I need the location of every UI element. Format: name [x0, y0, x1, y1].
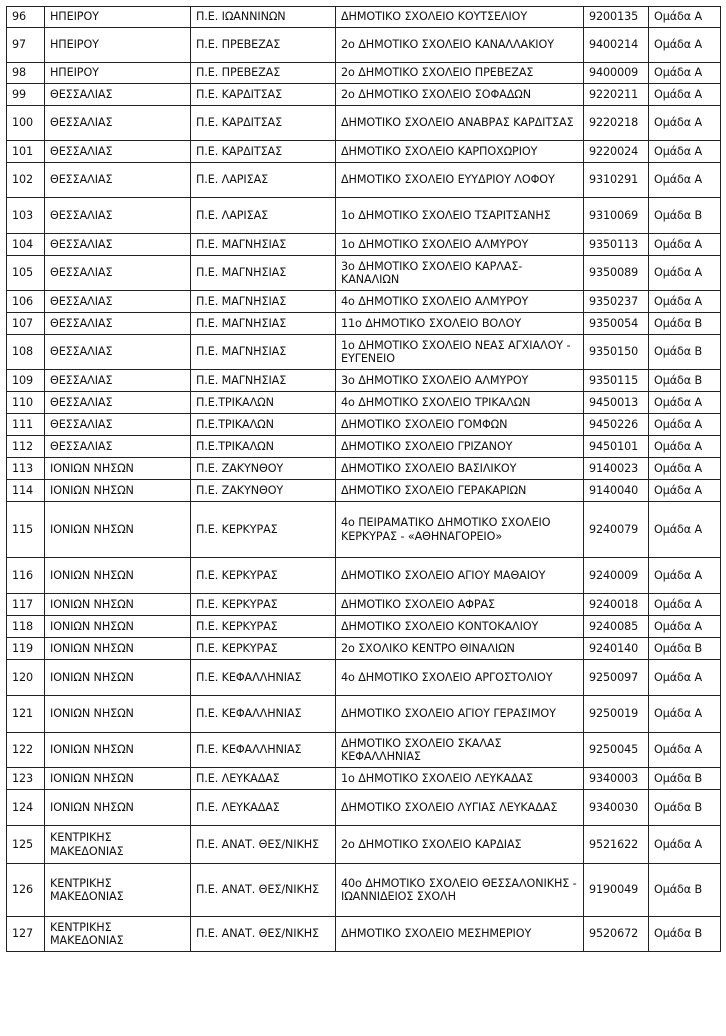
group-cell: Ομάδα Β [649, 864, 721, 917]
school-code-cell: 9240085 [584, 616, 649, 638]
school-name-cell: ΔΗΜΟΤΙΚΟ ΣΧΟΛΕΙΟ ΓΕΡΑΚΑΡΙΩΝ [336, 480, 584, 502]
group-cell: Ομάδα Α [649, 163, 721, 198]
school-name-cell: ΔΗΜΟΤΙΚΟ ΣΧΟΛΕΙΟ ΑΦΡΑΣ [336, 594, 584, 616]
department-cell: Π.Ε. ΚΕΡΚΥΡΑΣ [191, 502, 336, 558]
school-name-cell: ΔΗΜΟΤΙΚΟ ΣΧΟΛΕΙΟ ΚΟΝΤΟΚΑΛΙΟΥ [336, 616, 584, 638]
table-row [7, 436, 721, 458]
table-row [7, 790, 721, 826]
region-cell: ΗΠΕΙΡΟΥ [45, 28, 191, 63]
school-name-cell: 2ο ΔΗΜΟΤΙΚΟ ΣΧΟΛΕΙΟ ΠΡΕΒΕΖΑΣ [336, 63, 584, 84]
group-cell: Ομάδα Α [649, 733, 721, 768]
row-number: 108 [7, 335, 45, 370]
group-cell: Ομάδα Α [649, 141, 721, 163]
group-cell: Ομάδα Α [649, 106, 721, 141]
group-cell: Ομάδα Α [649, 436, 721, 458]
group-cell: Ομάδα Α [649, 84, 721, 106]
group-cell: Ομάδα Α [649, 502, 721, 558]
group-cell: Ομάδα Β [649, 768, 721, 790]
schools-table [6, 6, 721, 952]
row-number: 99 [7, 84, 45, 106]
row-number: 98 [7, 63, 45, 84]
table-row [7, 638, 721, 660]
row-number: 97 [7, 28, 45, 63]
group-cell: Ομάδα Β [649, 790, 721, 826]
school-code-cell: 9340003 [584, 768, 649, 790]
school-name-cell: ΔΗΜΟΤΙΚΟ ΣΧΟΛΕΙΟ ΑΓΙΟΥ ΓΕΡΑΣΙΜΟΥ [336, 696, 584, 733]
school-code-cell: 9350113 [584, 234, 649, 256]
table-row [7, 234, 721, 256]
table-row [7, 480, 721, 502]
table-row [7, 660, 721, 696]
table-row [7, 335, 721, 370]
school-code-cell: 9520672 [584, 917, 649, 952]
region-cell: ΘΕΣΣΑΛΙΑΣ [45, 392, 191, 414]
school-code-cell: 9200135 [584, 7, 649, 28]
department-cell: Π.Ε. ΑΝΑΤ. ΘΕΣ/ΝΙΚΗΣ [191, 826, 336, 864]
group-cell: Ομάδα Α [649, 458, 721, 480]
schools-table-body [7, 7, 721, 952]
table-row [7, 370, 721, 392]
row-number: 116 [7, 558, 45, 594]
table-row [7, 826, 721, 864]
row-number: 107 [7, 313, 45, 335]
school-code-cell: 9240079 [584, 502, 649, 558]
school-name-cell: 4ο ΔΗΜΟΤΙΚΟ ΣΧΟΛΕΙΟ ΑΡΓΟΣΤΟΛΙΟΥ [336, 660, 584, 696]
school-code-cell: 9220024 [584, 141, 649, 163]
region-cell: ΘΕΣΣΑΛΙΑΣ [45, 106, 191, 141]
group-cell: Ομάδα Α [649, 826, 721, 864]
row-number: 122 [7, 733, 45, 768]
table-row [7, 7, 721, 28]
region-cell: ΙΟΝΙΩΝ ΝΗΣΩΝ [45, 616, 191, 638]
table-row [7, 291, 721, 313]
school-code-cell: 9250045 [584, 733, 649, 768]
table-row [7, 616, 721, 638]
region-cell: ΙΟΝΙΩΝ ΝΗΣΩΝ [45, 480, 191, 502]
row-number: 118 [7, 616, 45, 638]
department-cell: Π.Ε. ΜΑΓΝΗΣΙΑΣ [191, 256, 336, 291]
region-cell: ΙΟΝΙΩΝ ΝΗΣΩΝ [45, 558, 191, 594]
department-cell: Π.Ε. ΚΕΦΑΛΛΗΝΙΑΣ [191, 660, 336, 696]
department-cell: Π.Ε. ΖΑΚΥΝΘΟΥ [191, 480, 336, 502]
school-name-cell: ΔΗΜΟΤΙΚΟ ΣΧΟΛΕΙΟ ΑΓΙΟΥ ΜΑΘΑΙΟΥ [336, 558, 584, 594]
department-cell: Π.Ε. ΚΑΡΔΙΤΣΑΣ [191, 141, 336, 163]
group-cell: Ομάδα Α [649, 696, 721, 733]
row-number: 101 [7, 141, 45, 163]
school-code-cell: 9400214 [584, 28, 649, 63]
school-code-cell: 9450101 [584, 436, 649, 458]
school-name-cell: ΔΗΜΟΤΙΚΟ ΣΧΟΛΕΙΟ ΑΝΑΒΡΑΣ ΚΑΡΔΙΤΣΑΣ [336, 106, 584, 141]
row-number: 102 [7, 163, 45, 198]
region-cell: ΗΠΕΙΡΟΥ [45, 7, 191, 28]
region-cell: ΙΟΝΙΩΝ ΝΗΣΩΝ [45, 733, 191, 768]
row-number: 119 [7, 638, 45, 660]
region-cell: ΘΕΣΣΑΛΙΑΣ [45, 84, 191, 106]
school-code-cell: 9220218 [584, 106, 649, 141]
department-cell: Π.Ε. ΚΕΦΑΛΛΗΝΙΑΣ [191, 696, 336, 733]
row-number: 112 [7, 436, 45, 458]
school-code-cell: 9240140 [584, 638, 649, 660]
table-row [7, 768, 721, 790]
school-name-cell: ΔΗΜΟΤΙΚΟ ΣΧΟΛΕΙΟ ΚΑΡΠΟΧΩΡΙΟΥ [336, 141, 584, 163]
table-row [7, 696, 721, 733]
table-row [7, 733, 721, 768]
school-name-cell: 4ο ΠΕΙΡΑΜΑΤΙΚΟ ΔΗΜΟΤΙΚΟ ΣΧΟΛΕΙΟ ΚΕΡΚΥΡΑΣ - «ΑΘΗΝΑΓΟΡΕΙΟ» [336, 502, 584, 558]
group-cell: Ομάδα Β [649, 638, 721, 660]
region-cell: ΙΟΝΙΩΝ ΝΗΣΩΝ [45, 660, 191, 696]
department-cell: Π.Ε. ΜΑΓΝΗΣΙΑΣ [191, 335, 336, 370]
department-cell: Π.Ε. ΚΑΡΔΙΤΣΑΣ [191, 106, 336, 141]
row-number: 113 [7, 458, 45, 480]
department-cell: Π.Ε. ΚΕΡΚΥΡΑΣ [191, 616, 336, 638]
school-name-cell: ΔΗΜΟΤΙΚΟ ΣΧΟΛΕΙΟ ΒΑΣΙΛΙΚΟΥ [336, 458, 584, 480]
table-row [7, 313, 721, 335]
group-cell: Ομάδα Α [649, 558, 721, 594]
row-number: 120 [7, 660, 45, 696]
school-code-cell: 9250019 [584, 696, 649, 733]
region-cell: ΘΕΣΣΑΛΙΑΣ [45, 141, 191, 163]
region-cell: ΗΠΕΙΡΟΥ [45, 63, 191, 84]
group-cell: Ομάδα Α [649, 616, 721, 638]
school-code-cell: 9350054 [584, 313, 649, 335]
table-row [7, 256, 721, 291]
table-row [7, 392, 721, 414]
school-name-cell: ΔΗΜΟΤΙΚΟ ΣΧΟΛΕΙΟ ΣΚΑΛΑΣ ΚΕΦΑΛΛΗΝΙΑΣ [336, 733, 584, 768]
row-number: 110 [7, 392, 45, 414]
region-cell: ΙΟΝΙΩΝ ΝΗΣΩΝ [45, 594, 191, 616]
row-number: 121 [7, 696, 45, 733]
row-number: 106 [7, 291, 45, 313]
region-cell: ΘΕΣΣΑΛΙΑΣ [45, 163, 191, 198]
table-row [7, 558, 721, 594]
region-cell: ΘΕΣΣΑΛΙΑΣ [45, 335, 191, 370]
table-row [7, 917, 721, 952]
department-cell: Π.Ε. ΚΕΡΚΥΡΑΣ [191, 638, 336, 660]
school-name-cell: 1ο ΔΗΜΟΤΙΚΟ ΣΧΟΛΕΙΟ ΝΕΑΣ ΑΓΧΙΑΛΟΥ - ΕΥΓΕΝΕΙΟ [336, 335, 584, 370]
group-cell: Ομάδα Α [649, 28, 721, 63]
group-cell: Ομάδα Α [649, 660, 721, 696]
table-row [7, 141, 721, 163]
region-cell: ΘΕΣΣΑΛΙΑΣ [45, 234, 191, 256]
school-name-cell: ΔΗΜΟΤΙΚΟ ΣΧΟΛΕΙΟ ΓΟΜΦΩΝ [336, 414, 584, 436]
department-cell: Π.Ε. ΚΑΡΔΙΤΣΑΣ [191, 84, 336, 106]
department-cell: Π.Ε. ΜΑΓΝΗΣΙΑΣ [191, 234, 336, 256]
row-number: 111 [7, 414, 45, 436]
region-cell: ΙΟΝΙΩΝ ΝΗΣΩΝ [45, 696, 191, 733]
department-cell: Π.Ε. ΜΑΓΝΗΣΙΑΣ [191, 313, 336, 335]
department-cell: Π.Ε.ΤΡΙΚΑΛΩΝ [191, 436, 336, 458]
school-code-cell: 9190049 [584, 864, 649, 917]
school-code-cell: 9140040 [584, 480, 649, 502]
school-code-cell: 9220211 [584, 84, 649, 106]
region-cell: ΚΕΝΤΡΙΚΗΣ ΜΑΚΕΔΟΝΙΑΣ [45, 864, 191, 917]
school-code-cell: 9521622 [584, 826, 649, 864]
department-cell: Π.Ε. ΑΝΑΤ. ΘΕΣ/ΝΙΚΗΣ [191, 917, 336, 952]
school-name-cell: 2ο ΔΗΜΟΤΙΚΟ ΣΧΟΛΕΙΟ ΚΑΝΑΛΛΑΚΙΟΥ [336, 28, 584, 63]
school-code-cell: 9350150 [584, 335, 649, 370]
group-cell: Ομάδα Β [649, 917, 721, 952]
department-cell: Π.Ε. ΖΑΚΥΝΘΟΥ [191, 458, 336, 480]
table-row [7, 594, 721, 616]
department-cell: Π.Ε.ΤΡΙΚΑΛΩΝ [191, 392, 336, 414]
school-name-cell: 2ο ΔΗΜΟΤΙΚΟ ΣΧΟΛΕΙΟ ΚΑΡΔΙΑΣ [336, 826, 584, 864]
school-code-cell: 9340030 [584, 790, 649, 826]
school-code-cell: 9450013 [584, 392, 649, 414]
school-code-cell: 9240018 [584, 594, 649, 616]
row-number: 100 [7, 106, 45, 141]
region-cell: ΙΟΝΙΩΝ ΝΗΣΩΝ [45, 458, 191, 480]
row-number: 115 [7, 502, 45, 558]
row-number: 123 [7, 768, 45, 790]
school-name-cell: 1ο ΔΗΜΟΤΙΚΟ ΣΧΟΛΕΙΟ ΤΣΑΡΙΤΣΑΝΗΣ [336, 198, 584, 234]
region-cell: ΚΕΝΤΡΙΚΗΣ ΜΑΚΕΔΟΝΙΑΣ [45, 917, 191, 952]
school-code-cell: 9250097 [584, 660, 649, 696]
school-code-cell: 9450226 [584, 414, 649, 436]
school-name-cell: ΔΗΜΟΤΙΚΟ ΣΧΟΛΕΙΟ ΛΥΓΙΑΣ ΛΕΥΚΑΔΑΣ [336, 790, 584, 826]
row-number: 127 [7, 917, 45, 952]
row-number: 105 [7, 256, 45, 291]
row-number: 126 [7, 864, 45, 917]
school-name-cell: 1ο ΔΗΜΟΤΙΚΟ ΣΧΟΛΕΙΟ ΛΕΥΚΑΔΑΣ [336, 768, 584, 790]
school-code-cell: 9350115 [584, 370, 649, 392]
school-name-cell: ΔΗΜΟΤΙΚΟ ΣΧΟΛΕΙΟ ΓΡΙΖΑΝΟΥ [336, 436, 584, 458]
region-cell: ΘΕΣΣΑΛΙΑΣ [45, 313, 191, 335]
department-cell: Π.Ε. ΚΕΡΚΥΡΑΣ [191, 558, 336, 594]
school-code-cell: 9350089 [584, 256, 649, 291]
group-cell: Ομάδα Β [649, 370, 721, 392]
table-row [7, 502, 721, 558]
table-row [7, 163, 721, 198]
table-row [7, 28, 721, 63]
region-cell: ΚΕΝΤΡΙΚΗΣ ΜΑΚΕΔΟΝΙΑΣ [45, 826, 191, 864]
school-name-cell: 2ο ΔΗΜΟΤΙΚΟ ΣΧΟΛΕΙΟ ΣΟΦΑΔΩΝ [336, 84, 584, 106]
group-cell: Ομάδα Α [649, 480, 721, 502]
row-number: 103 [7, 198, 45, 234]
school-name-cell: ΔΗΜΟΤΙΚΟ ΣΧΟΛΕΙΟ ΕΥΥΔΡΙΟΥ ΛΟΦΟΥ [336, 163, 584, 198]
region-cell: ΘΕΣΣΑΛΙΑΣ [45, 414, 191, 436]
row-number: 124 [7, 790, 45, 826]
department-cell: Π.Ε. ΚΕΦΑΛΛΗΝΙΑΣ [191, 733, 336, 768]
school-code-cell: 9400009 [584, 63, 649, 84]
group-cell: Ομάδα Α [649, 63, 721, 84]
row-number: 109 [7, 370, 45, 392]
region-cell: ΙΟΝΙΩΝ ΝΗΣΩΝ [45, 638, 191, 660]
table-row [7, 864, 721, 917]
region-cell: ΘΕΣΣΑΛΙΑΣ [45, 198, 191, 234]
department-cell: Π.Ε.ΤΡΙΚΑΛΩΝ [191, 414, 336, 436]
school-name-cell: 40ο ΔΗΜΟΤΙΚΟ ΣΧΟΛΕΙΟ ΘΕΣΣΑΛΟΝΙΚΗΣ - ΙΩΑΝΝΙΔΕΙΟΣ ΣΧΟΛΗ [336, 864, 584, 917]
school-name-cell: 3ο ΔΗΜΟΤΙΚΟ ΣΧΟΛΕΙΟ ΑΛΜΥΡΟΥ [336, 370, 584, 392]
department-cell: Π.Ε. ΜΑΓΝΗΣΙΑΣ [191, 370, 336, 392]
region-cell: ΘΕΣΣΑΛΙΑΣ [45, 256, 191, 291]
school-name-cell: 4ο ΔΗΜΟΤΙΚΟ ΣΧΟΛΕΙΟ ΤΡΙΚΑΛΩΝ [336, 392, 584, 414]
department-cell: Π.Ε. ΚΕΡΚΥΡΑΣ [191, 594, 336, 616]
row-number: 104 [7, 234, 45, 256]
table-row [7, 414, 721, 436]
department-cell: Π.Ε. ΛΑΡΙΣΑΣ [191, 198, 336, 234]
group-cell: Ομάδα Β [649, 198, 721, 234]
school-code-cell: 9310069 [584, 198, 649, 234]
school-code-cell: 9310291 [584, 163, 649, 198]
department-cell: Π.Ε. ΛΕΥΚΑΔΑΣ [191, 790, 336, 826]
department-cell: Π.Ε. ΑΝΑΤ. ΘΕΣ/ΝΙΚΗΣ [191, 864, 336, 917]
school-name-cell: 11ο ΔΗΜΟΤΙΚΟ ΣΧΟΛΕΙΟ ΒΟΛΟΥ [336, 313, 584, 335]
region-cell: ΙΟΝΙΩΝ ΝΗΣΩΝ [45, 502, 191, 558]
department-cell: Π.Ε. ΜΑΓΝΗΣΙΑΣ [191, 291, 336, 313]
table-row [7, 63, 721, 84]
group-cell: Ομάδα Α [649, 594, 721, 616]
school-name-cell: ΔΗΜΟΤΙΚΟ ΣΧΟΛΕΙΟ ΜΕΣΗΜΕΡΙΟΥ [336, 917, 584, 952]
group-cell: Ομάδα Α [649, 392, 721, 414]
group-cell: Ομάδα Α [649, 414, 721, 436]
table-row [7, 84, 721, 106]
table-row [7, 198, 721, 234]
row-number: 96 [7, 7, 45, 28]
group-cell: Ομάδα Α [649, 7, 721, 28]
group-cell: Ομάδα Α [649, 291, 721, 313]
row-number: 125 [7, 826, 45, 864]
school-name-cell: 4ο ΔΗΜΟΤΙΚΟ ΣΧΟΛΕΙΟ ΑΛΜΥΡΟΥ [336, 291, 584, 313]
region-cell: ΘΕΣΣΑΛΙΑΣ [45, 370, 191, 392]
department-cell: Π.Ε. ΛΕΥΚΑΔΑΣ [191, 768, 336, 790]
table-row [7, 106, 721, 141]
department-cell: Π.Ε. ΛΑΡΙΣΑΣ [191, 163, 336, 198]
region-cell: ΘΕΣΣΑΛΙΑΣ [45, 291, 191, 313]
row-number: 114 [7, 480, 45, 502]
group-cell: Ομάδα Α [649, 256, 721, 291]
group-cell: Ομάδα Β [649, 313, 721, 335]
school-code-cell: 9350237 [584, 291, 649, 313]
row-number: 117 [7, 594, 45, 616]
region-cell: ΘΕΣΣΑΛΙΑΣ [45, 436, 191, 458]
region-cell: ΙΟΝΙΩΝ ΝΗΣΩΝ [45, 768, 191, 790]
department-cell: Π.Ε. ΠΡΕΒΕΖΑΣ [191, 28, 336, 63]
school-code-cell: 9140023 [584, 458, 649, 480]
group-cell: Ομάδα Α [649, 234, 721, 256]
school-name-cell: ΔΗΜΟΤΙΚΟ ΣΧΟΛΕΙΟ ΚΟΥΤΣΕΛΙΟΥ [336, 7, 584, 28]
school-name-cell: 3ο ΔΗΜΟΤΙΚΟ ΣΧΟΛΕΙΟ ΚΑΡΛΑΣ-ΚΑΝΑΛΙΩΝ [336, 256, 584, 291]
group-cell: Ομάδα Β [649, 335, 721, 370]
school-name-cell: 1ο ΔΗΜΟΤΙΚΟ ΣΧΟΛΕΙΟ ΑΛΜΥΡΟΥ [336, 234, 584, 256]
school-name-cell: 2ο ΣΧΟΛΙΚΟ ΚΕΝΤΡΟ ΘΙΝΑΛΙΩΝ [336, 638, 584, 660]
region-cell: ΙΟΝΙΩΝ ΝΗΣΩΝ [45, 790, 191, 826]
table-row [7, 458, 721, 480]
school-code-cell: 9240009 [584, 558, 649, 594]
department-cell: Π.Ε. ΠΡΕΒΕΖΑΣ [191, 63, 336, 84]
department-cell: Π.Ε. ΙΩΑΝΝΙΝΩΝ [191, 7, 336, 28]
